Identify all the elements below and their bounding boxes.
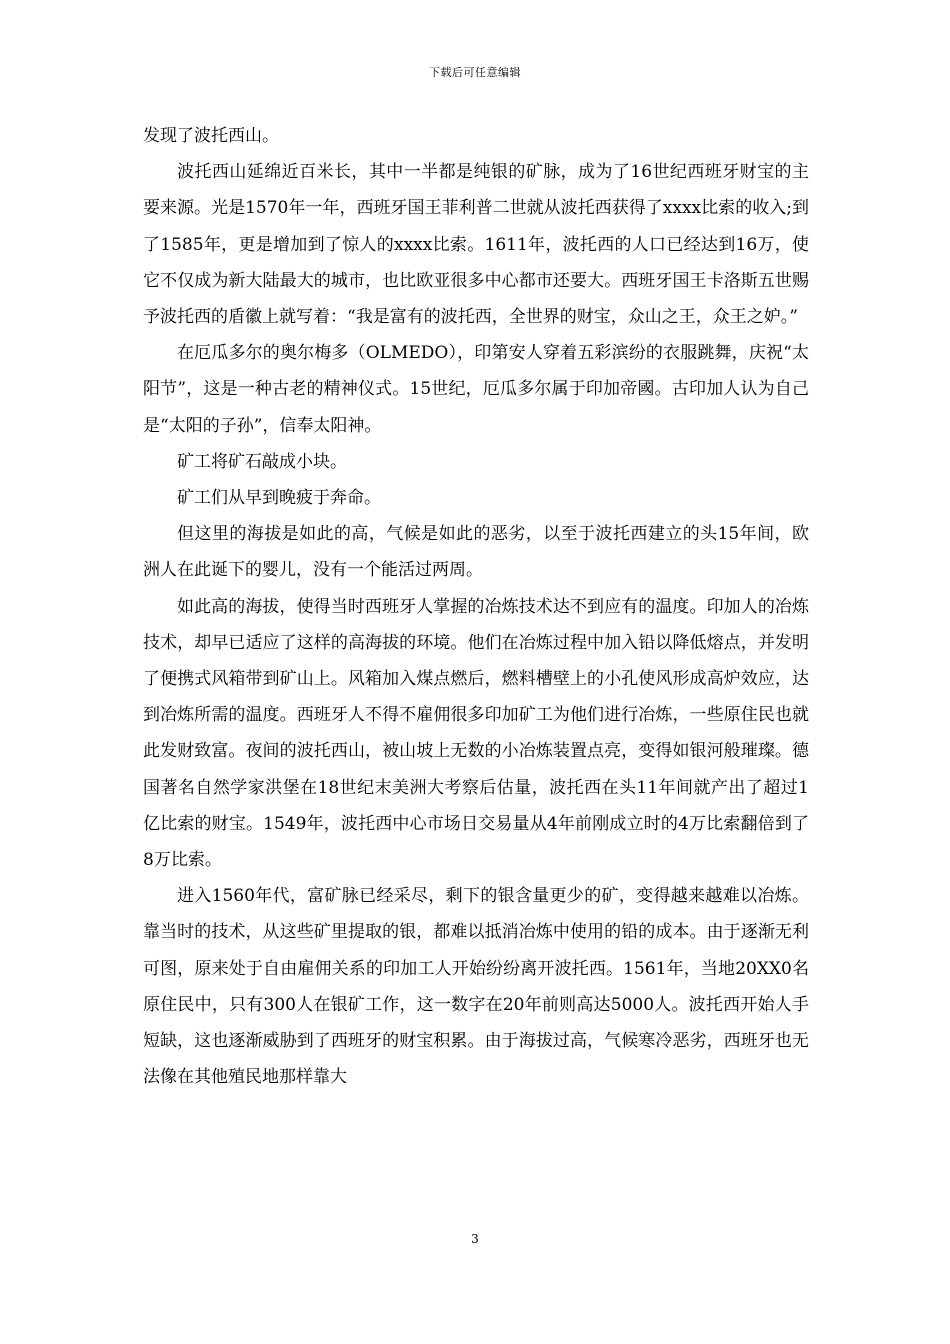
page-header: 下载后可任意编辑 <box>429 66 521 79</box>
paragraph: 矿工们从早到晚疲于奔命。 <box>177 488 381 509</box>
paragraph: 在厄瓜多尔的奥尔梅多（OLMEDO），印第安人穿着五彩滨纷的衣服跳舞，庆祝“太阳节”，这是一种古老的精神仪式。15世纪，厄瓜多尔属于印加帝國。古印加人认为自己是“太阳的子孙”，信奉太阳神。 <box>143 343 809 436</box>
paragraph-continued: 发现了波托西山。 <box>143 126 279 146</box>
paragraph: 波托西山延绵近百米长，其中一半都是纯银的矿脉，成为了16世纪西班牙财宝的主要来源。光是1570年一年，西班牙国王菲利普二世就从波托西获得了xxxx比索的收入;到了1585年，更是增加到了惊人的xxxx比索。1611年，波托西的人口已经达到16万，使它不仅成为新大陆最大的城市，也比欧亚很多中心都市还要大。西班牙国王卡洛斯五世赐予波托西的盾徽上就写着：“我是富有的波托西，全世界的财宝，众山之王，众王之妒。” <box>143 162 809 328</box>
page-number: 3 <box>471 1232 479 1246</box>
paragraph: 进入1560年代，富矿脉已经采尽，剩下的银含量更少的矿，变得越来越难以冶炼。靠当时的技术，从这些矿里提取的银，都难以抵消冶炼中使用的铅的成本。由于逐渐无利可图，原来处于自由雇佣关系的印加工人开始纷纷离开波托西。1561年，当地20XX0名原住民中，只有300人在银矿工作，这一数字在20年前则高达5000人。波托西开始人手短缺，这也逐渐威胁到了西班牙的财宝积累。由于海拔过高，气候寒冷恶劣，西班牙也无法像在其他殖民地那样靠大 <box>143 886 809 1088</box>
paragraph: 如此高的海拔，使得当时西班牙人掌握的冶炼技术达不到应有的温度。印加人的冶炼技术，却早已适应了这样的高海拔的环境。他们在冶炼过程中加入铅以降低熔点，并发明了便携式风箱带到矿山上。风箱加入煤点燃后，燃料槽壁上的小孔使风形成高炉效应，达到冶炼所需的温度。西班牙人不得不雇佣很多印加矿工为他们进行冶炼，一些原住民也就此发财致富。夜间的波托西山，被山坡上无数的小冶炼装置点亮，变得如银河般璀璨。德国著名自然学家洪堡在18世纪末美洲大考察后估量，波托西在头11年间就产出了超过1亿比索的财宝。1549年，波托西中心市场日交易量从4年前刚成立时的4万比索翻倍到了8万比索。 <box>143 596 809 871</box>
paragraph: 但这里的海拔是如此的高，气候是如此的恶劣，以至于波托西建立的头15年间，欧洲人在此诞下的婴儿，没有一个能活过两周。 <box>143 524 809 581</box>
paragraph: 矿工将矿石敲成小块。 <box>177 451 347 472</box>
document-body <box>143 118 809 1095</box>
